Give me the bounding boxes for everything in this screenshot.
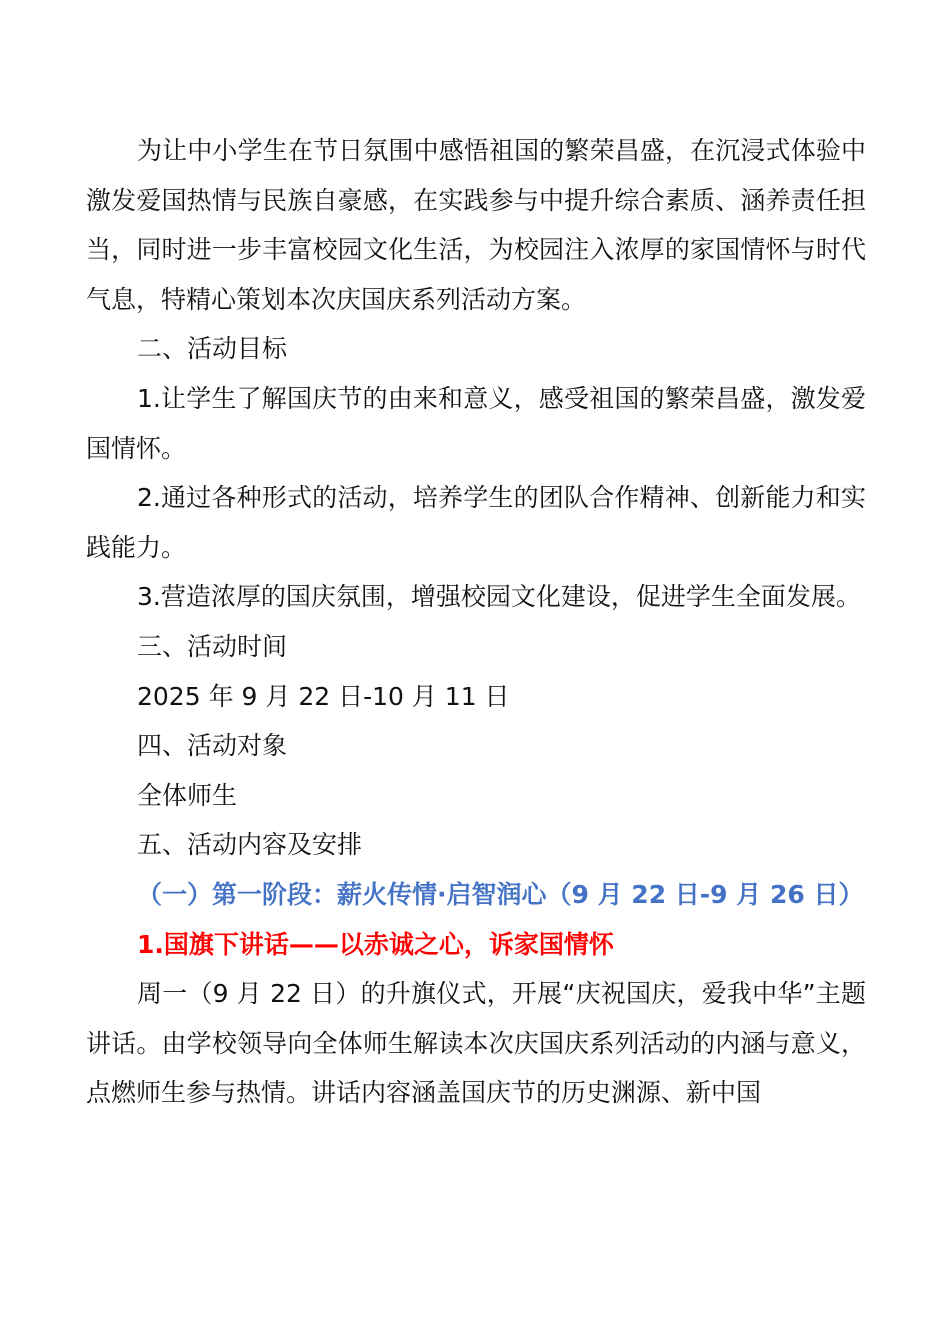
document-page (86, 126, 866, 1118)
intro-paragraph: 为让中小学生在节日氛围中感悟祖国的繁荣昌盛，在沉浸式体验中激发爱国热情与民族自豪感，在实践参与中提升综合素质、涵养责任担当，同时进一步丰富校园文化生活，为校园注入浓厚的家国情怀与时代气息，特精心策划本次庆国庆系列活动方案。 (86, 136, 866, 314)
time-heading: 三、活动时间 (137, 631, 288, 661)
phase-1-heading: （一）第一阶段：薪火传情·启智润心（9 月 22 日-9 月 26 日） (137, 879, 864, 909)
item-1-body: 周一（9 月 22 日）的升旗仪式，开展“庆祝国庆，爱我中华”主题讲话。由学校领导向全体师生解读本次庆国庆系列活动的内涵与意义，点燃师生参与热情。讲话内容涵盖国庆节的历史渊源、新中国 (86, 979, 866, 1108)
item-1-heading: 1.国旗下讲话——以赤诚之心，诉家国情怀 (137, 929, 614, 959)
goals-heading: 二、活动目标 (137, 334, 288, 364)
time-value: 2025 年 9 月 22 日-10 月 11 日 (137, 681, 510, 711)
goal-2-paragraph: 2.通过各种形式的活动，培养学生的团队合作精神、创新能力和实践能力。 (86, 483, 866, 562)
goal-3-paragraph: 3.营造浓厚的国庆氛围，增强校园文化建设，促进学生全面发展。 (137, 582, 861, 612)
goal-1-paragraph: 1.让学生了解国庆节的由来和意义，感受祖国的繁荣昌盛，激发爱国情怀。 (86, 383, 866, 463)
content-heading: 五、活动内容及安排 (137, 830, 363, 860)
target-value: 全体师生 (137, 780, 238, 810)
target-heading: 四、活动对象 (137, 731, 288, 761)
